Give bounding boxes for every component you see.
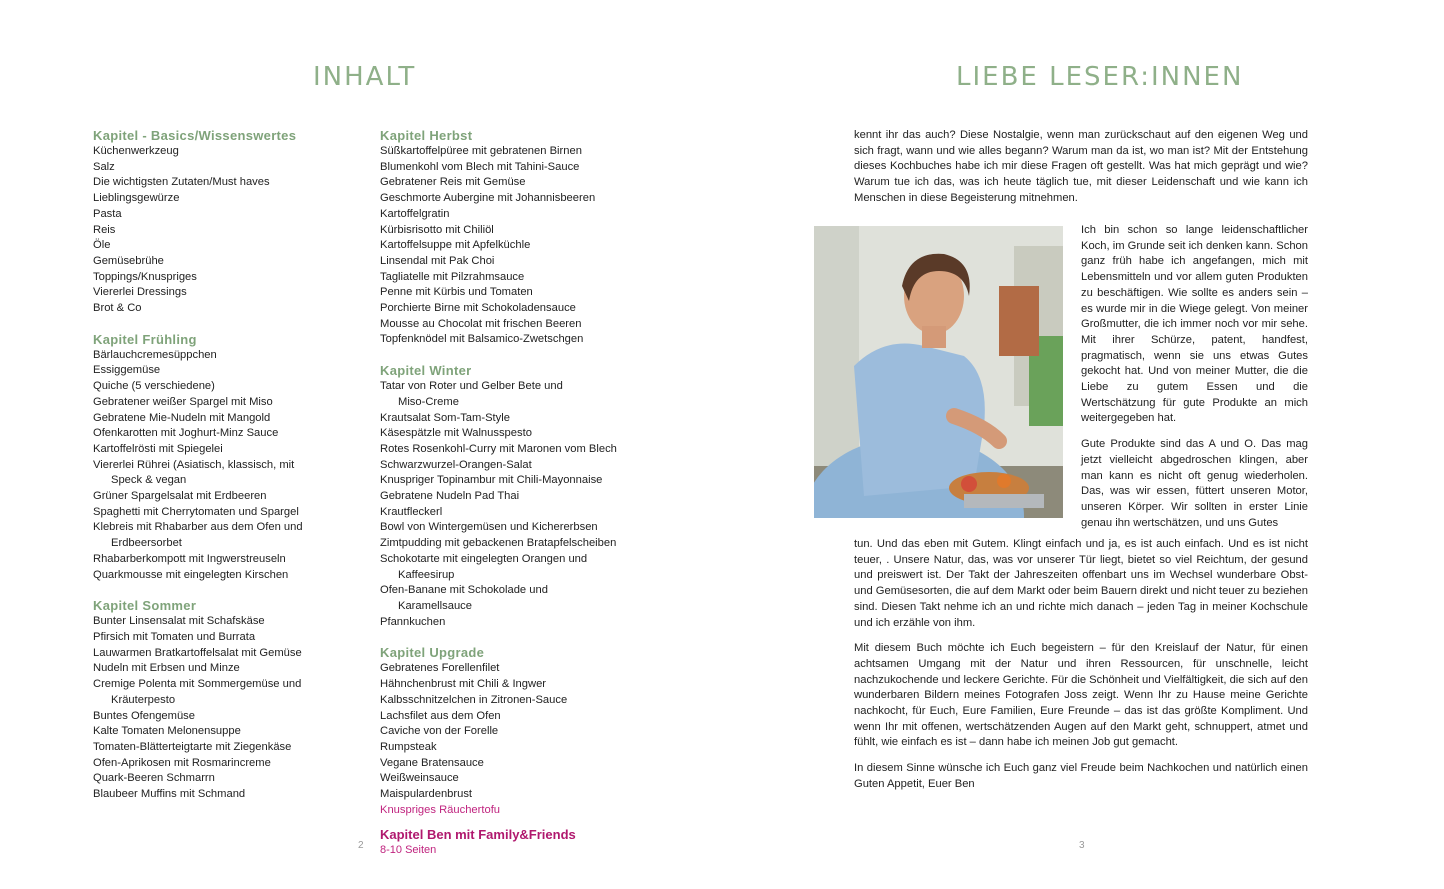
toc-item: Blaubeer Muffins mit Schmand: [93, 788, 246, 801]
toc-item: Schwarzwurzel-Orangen-Salat: [380, 458, 532, 471]
toc-item: Grüner Spargelsalat mit Erdbeeren: [93, 490, 267, 503]
family-chapter-title: Kapitel Ben mit Family&Friends: [380, 827, 576, 843]
toc-item: Ofenkarotten mit Joghurt-Minz Sauce: [93, 427, 279, 440]
toc-item: Quark-Beeren Schmarrn: [93, 772, 215, 785]
toc-item: Linsendal mit Pak Choi: [380, 254, 495, 267]
toc-item: Klebreis mit Rhabarber aus dem Ofen und: [93, 521, 303, 534]
wrap-paragraphs: [1081, 223, 1308, 531]
toc-item: Bärlauchcremesüppchen: [93, 348, 217, 361]
toc-item: Kaffeesirup: [398, 568, 455, 581]
toc-item: Ofen-Aprikosen mit Rosmarincreme: [93, 756, 271, 769]
toc-item: Bunter Linsensalat mit Schafskäse: [93, 615, 265, 628]
intro-text: kennt ihr das auch? Diese Nostalgie, wenn man zurückschaut auf den eigenen Weg und sich fragt, wann und wie alles begann? Warum man da ist, wo man ist? Mit der Entstehung dieses Kochbuches habe ich mir diese Fragen oft gestellt. Was hat mich geprägt und wie? Warum tue ich das, was ich heute täglich tue, mit dieser Leidenschaft und wie kann ich Menschen in diese Begeisterung mitnehmen.: [854, 129, 1308, 204]
chef-photo-illustration: [814, 226, 1063, 518]
toc-item: Tagliatelle mit Pilzrahmsauce: [380, 270, 525, 283]
toc-item: Reis: [93, 223, 116, 236]
toc-item: Knuspriger Topinambur mit Chili-Mayonnaise: [380, 474, 603, 487]
toc-item: Bowl von Wintergemüsen und Kichererbsen: [380, 521, 598, 534]
toc-item: Hähnchenbrust mit Chili & Ingwer: [380, 678, 547, 691]
wrap-text-2: Gute Produkte sind das A und O. Das mag jetzt vielleicht abgedroschen klingen, aber man kann es nicht oft genug wiederholen. Das, was wir essen, füttert unseren Motor, unseren Körper. Wir sollten in erster Linie genau ihn wertschätzen, und uns Gutes: [1081, 438, 1308, 529]
toc-item: Geschmorte Aubergine mit Johannisbeeren: [380, 192, 596, 205]
toc-item: Schokotarte mit eingelegten Orangen und: [380, 552, 588, 565]
toc-item: Küchenwerkzeug: [93, 145, 179, 157]
toc-item: Buntes Ofengemüse: [93, 709, 195, 722]
toc-item: Süßkartoffelpüree mit gebratenen Birnen: [380, 145, 582, 157]
right-page: [722, 0, 1444, 889]
toc-item: Rhabarberkompott mit Ingwerstreuseln: [93, 552, 286, 565]
body-paragraphs: [854, 537, 1308, 803]
page-number-right: 3: [1079, 840, 1085, 851]
toc-item: Speck & vegan: [111, 474, 187, 487]
toc-item: Kartoffelsuppe mit Apfelküchle: [380, 239, 531, 252]
letter-title: LIEBE LESER:INNEN: [956, 62, 1244, 92]
toc-item: Gemüsebrühe: [93, 254, 164, 267]
toc-item: Lieblingsgewürze: [93, 192, 180, 205]
wrap-text-1: Ich bin schon so lange leidenschaftlicher Koch, im Grunde seit ich denken kann. Schon ganz früh habe ich angefangen, mich mit Lebensmitteln und vor allem guten Produkten zu beschäftigen. Wie sollte es anders sein – es wurde mir in die Wiege gelegt. Von meiner Großmutter, die ich immer noch vor mir sehe. Mit ihrer Schürze, patent, handfest, pragmatisch, wenn sie uns etwas Gutes gekocht hat. Und von meiner Mutter, die die Liebe zu gutem Essen und die Wertschätzung für gute Produkte an mich weitergegeben hat.: [1081, 224, 1308, 425]
chapter-title: Kapitel Herbst: [380, 128, 473, 143]
chef-photo: [814, 226, 1063, 518]
toc-item-highlight: Knuspriges Räuchertofu: [380, 803, 501, 816]
toc-item: Lachsfilet aus dem Ofen: [380, 709, 501, 722]
toc-item: Tatar von Roter und Gelber Bete und: [380, 380, 563, 393]
toc-item: Lauwarmen Bratkartoffelsalat mit Gemüse: [93, 646, 302, 659]
toc-item: Pasta: [93, 207, 122, 220]
toc-item: Vegane Bratensauce: [380, 756, 484, 769]
toc-item: Zimtpudding mit gebackenen Bratapfelscheiben: [380, 537, 617, 550]
toc-item: Kürbisrisotto mit Chiliöl: [380, 223, 494, 236]
toc-item: Tomaten-Blätterteigtarte mit Ziegenkäse: [93, 740, 292, 753]
toc-column-1: [93, 127, 333, 817]
body-text-3: Mit diesem Buch möchte ich Euch begeistern – für den Kreislauf der Natur, für einen achtsamen Umgang mit der Natur und ihren Ressourcen, für unschnelle, leicht nachzukochende und leckere Gerichte. Für die Schönheit und Vielfältigkeit, die sich auf den wunderbaren Bildern meines Fotografen Joss zeigt. Wenn Ihr zu Hause meine Gerichte nachkocht, für Euch, Eure Familien, Eure Freunde – das ist das größte Kompliment. Und wenn Ihr mit offenen, wertschätzenden Augen auf den Markt geht, schnuppert, atmet und fühlt, wie einfach es ist – dann habe ich meinen Job gut gemacht.: [854, 642, 1308, 749]
chapter-title: Kapitel - Basics/Wissenswertes: [93, 128, 297, 143]
toc-item: Gebratener weißer Spargel mit Miso: [93, 395, 273, 408]
toc-item: Gebratene Nudeln Pad Thai: [380, 490, 520, 503]
toc-item: Caviche von der Forelle: [380, 725, 499, 738]
toc-item: Karamellsauce: [398, 599, 472, 612]
toc-item: Maispulardenbrust: [380, 788, 473, 801]
toc-item: Viererlei Dressings: [93, 286, 187, 299]
toc-item: Salz: [93, 160, 115, 173]
toc-item: Gebratener Reis mit Gemüse: [380, 176, 526, 189]
toc-item: Rotes Rosenkohl-Curry mit Maronen vom Blech: [380, 442, 617, 455]
toc-item: Käsespätzle mit Walnusspesto: [380, 427, 532, 440]
toc-item: Spaghetti mit Cherrytomaten und Spargel: [93, 505, 299, 518]
toc-item: Mousse au Chocolat mit frischen Beeren: [380, 317, 582, 330]
toc-item: Pfirsich mit Tomaten und Burrata: [93, 630, 256, 643]
toc-item: Quarkmousse mit eingelegten Kirschen: [93, 568, 289, 581]
toc-item: Toppings/Knuspriges: [93, 270, 197, 283]
toc-title: INHALT: [313, 62, 417, 92]
toc-item: Viererlei Rührei (Asiatisch, klassisch, mit: [93, 458, 295, 471]
toc-item: Gebratenes Forellenfilet: [380, 662, 500, 675]
toc-item: Die wichtigsten Zutaten/Must haves: [93, 176, 270, 189]
toc-item: Kalte Tomaten Melonensuppe: [93, 725, 241, 738]
toc-item: Öle: [93, 239, 111, 252]
toc-section: [93, 127, 333, 317]
toc-item: Gebratene Mie-Nudeln mit Mangold: [93, 411, 271, 424]
toc-item: Ofen-Banane mit Schokolade und: [380, 584, 548, 597]
toc-item: Kalbsschnitzelchen in Zitronen-Sauce: [380, 693, 568, 706]
page-number-left: 2: [358, 840, 364, 851]
toc-item: Cremige Polenta mit Sommergemüse und: [93, 678, 302, 691]
toc-item: Rumpsteak: [380, 740, 437, 753]
chapter-title: Kapitel Winter: [380, 363, 472, 379]
toc-column-2: [380, 127, 660, 857]
toc-section: [380, 127, 660, 348]
chapter-title: Kapitel Sommer: [93, 598, 197, 614]
toc-section: [93, 597, 333, 802]
toc-item: Kartoffelgratin: [380, 207, 450, 220]
family-chapter-subtitle: 8-10 Seiten: [380, 844, 437, 857]
toc-item: Miso-Creme: [398, 395, 459, 408]
toc-item: Topfenknödel mit Balsamico-Zwetschgen: [380, 333, 584, 346]
toc-item: Erdbeersorbet: [111, 537, 182, 550]
toc-section: [380, 644, 660, 818]
toc-item: Weißweinsauce: [380, 772, 459, 785]
toc-item: Porchierte Birne mit Schokoladensauce: [380, 302, 576, 315]
toc-item: Essiggemüse: [93, 364, 161, 377]
body-text-2: tun. Und das eben mit Gutem. Klingt einfach und ja, es ist auch einfach. Und es ist nicht teuer, . Unsere Natur, das, was vor unserer Tür liegt, bietet so viel Reichtum, der gesund und preiswert ist. Der Takt der Jahreszeiten offenbart uns im Wechsel wunderbare Obst- und Gemüsesorten, die auf dem Markt oder beim Bauern direkt und nicht teuer zu beziehen sind. Diesen Takt nehme ich an und richte mich danach – jeden Tag in meiner Kochschule und ich erzähle von ihm.: [854, 538, 1308, 629]
toc-item: Kräuterpesto: [111, 693, 176, 706]
toc-item: Penne mit Kürbis und Tomaten: [380, 286, 533, 299]
toc-item: Krautsalat Som-Tam-Style: [380, 411, 510, 424]
toc-item: Quiche (5 verschiedene): [93, 380, 215, 393]
toc-section: [380, 362, 660, 630]
body-text-4: In diesem Sinne wünsche ich Euch ganz viel Freude beim Nachkochen und natürlich einen Guten Appetit, Euer Ben: [854, 762, 1308, 790]
toc-item: Blumenkohl vom Blech mit Tahini-Sauce: [380, 160, 580, 173]
intro-paragraph: [854, 128, 1308, 217]
toc-item: Kartoffelrösti mit Spiegelei: [93, 442, 223, 455]
toc-item: Krautfleckerl: [380, 505, 443, 518]
toc-item: Brot & Co: [93, 302, 142, 315]
toc-section: [93, 331, 333, 584]
chapter-title: Kapitel Upgrade: [380, 645, 485, 661]
chapter-title: Kapitel Frühling: [93, 331, 197, 347]
toc-item: Pfannkuchen: [380, 615, 446, 628]
toc-item: Nudeln mit Erbsen und Minze: [93, 662, 240, 675]
